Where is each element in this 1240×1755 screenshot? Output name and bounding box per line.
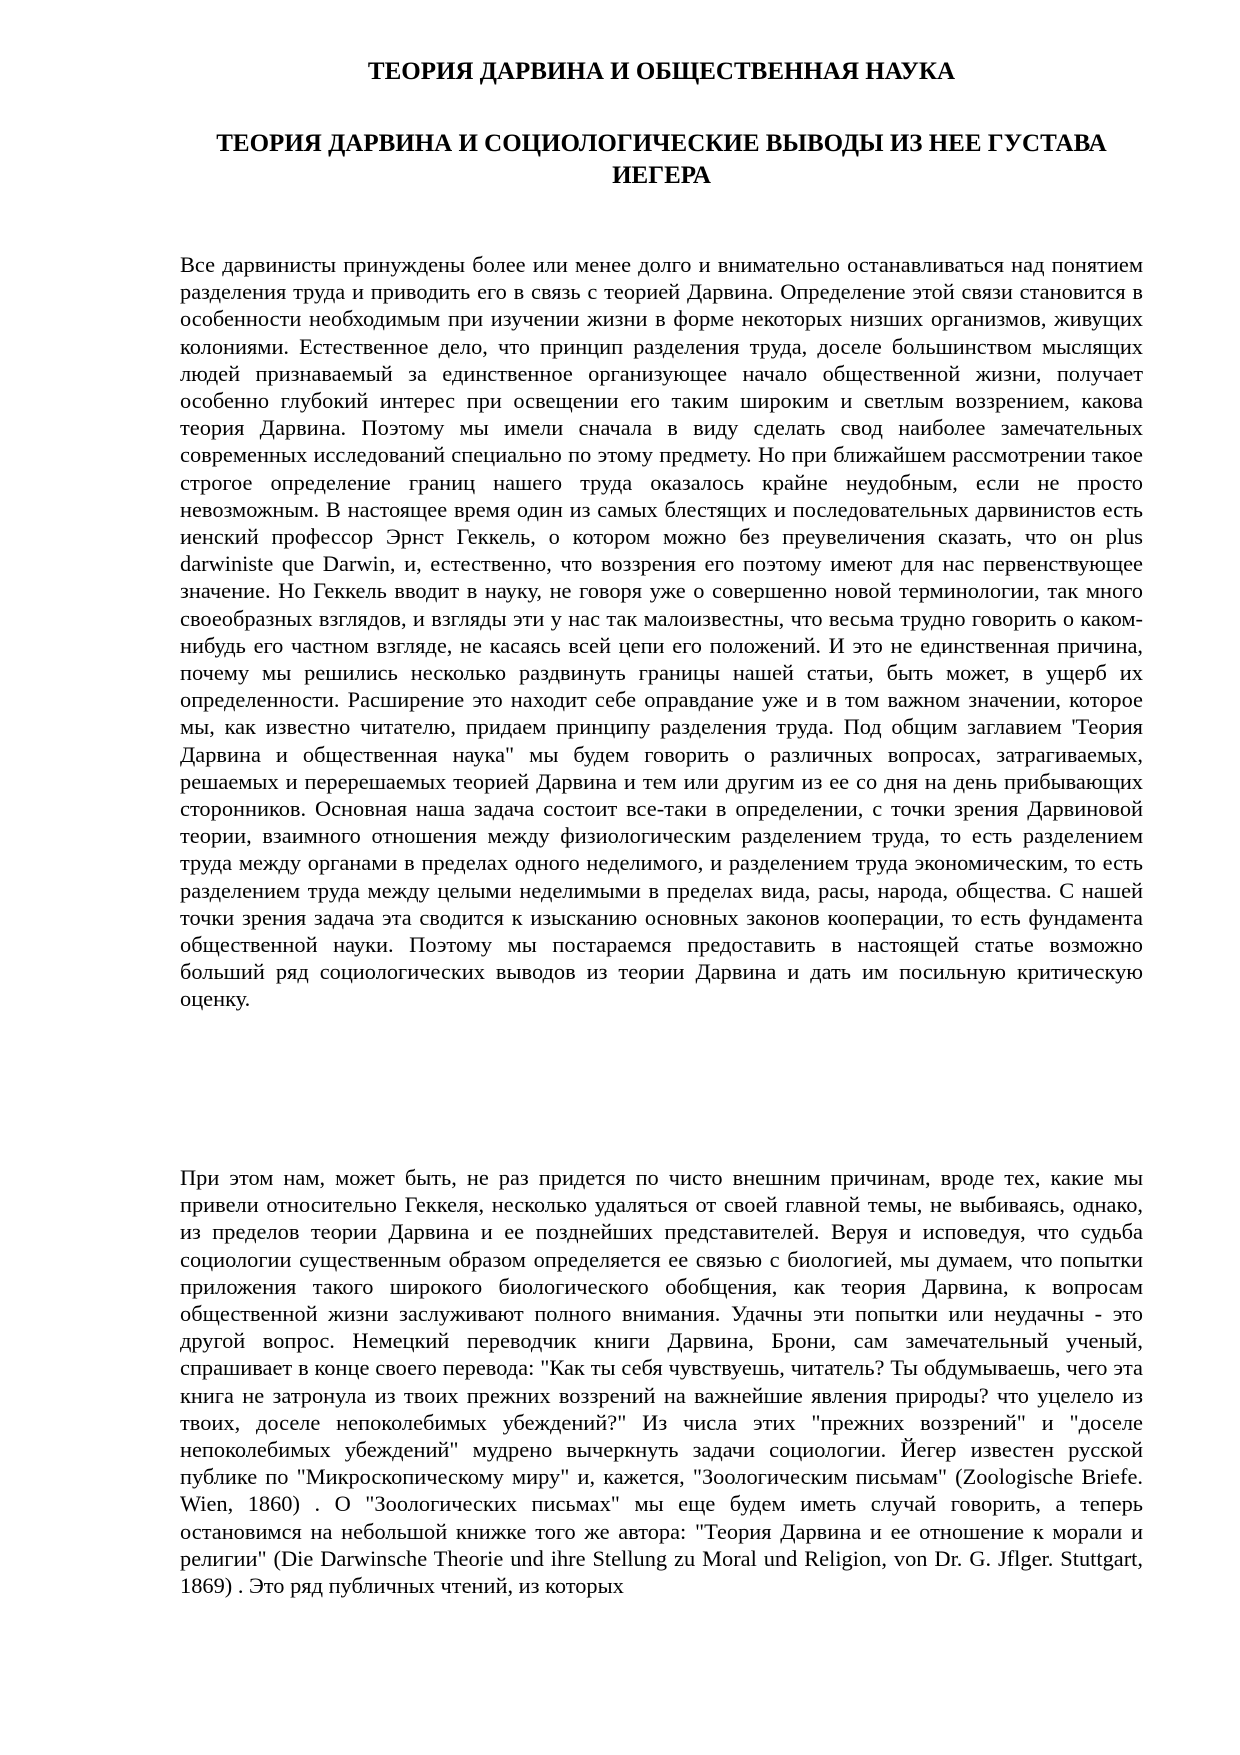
document-subtitle: ТЕОРИЯ ДАРВИНА И СОЦИОЛОГИЧЕСКИЕ ВЫВОДЫ ИЗ НЕЕ ГУСТАВА ИЕГЕРА [216, 130, 1107, 189]
paragraph-2: При этом нам, может быть, не раз придется по чисто внешним причинам, вроде тех, какие мы привели относительно Геккеля, несколько удаляться от своей главной темы, не выбиваясь, однако, из пределов теории Дарвина и ее позднейших представителей. Веруя и исповедуя, что судьба социологии существенным образом определяется ее связью с биологией, мы думаем, что попытки приложения такого широкого биологического обобщения, как теория Дарвина, к вопросам общественной жизни заслуживают полного внимания. Удачны эти попытки или неудачны - это другой вопрос. Немецкий переводчик книги Дарвина, Брони, сам замечательный ученый, спрашивает в конце своего перевода: "Как ты себя чувствуешь, читатель? Ты обдумываешь, чего эта книга не затронула из твоих прежних воззрений на важнейшие явления природы? что уцелело из твоих, доселе непоколебимых убеждений?" Из числа этих "прежних воззрений" и "доселе непоколебимых убеждений" мудрено вычеркнуть задачи социологии. Йегер известен русской публике по "Микроскопическому миру" и, кажется, "Зоологическим письмам" (Zoologische Briefe. Wien, 1860) . О "Зоологических письмах" мы еще будем иметь случай говорить, а теперь остановимся на небольшой книжке того же автора: "Теория Дарвина и ее отношение к морали и религии" (Die Darwinsche Theorie und ihre Stellung zu Moral und Religion, von Dr. G. Jflger. Stuttgart, 1869) . Это ряд публичных чтений, из которых [180, 1165, 1143, 1599]
paragraph-1: Все дарвинисты принуждены более или менее долго и внимательно останавливаться над понятием разделения труда и приводить его в связь с теорией Дарвина. Определение этой связи становится в особенности необходимым при изучении жизни в форме некоторых низших организмов, живущих колониями. Естественное дело, что принцип разделения труда, доселе большинством мыслящих людей признаваемый за единственное организующее начало общественной жизни, получает особенно глубокий интерес при освещении его таким широким и светлым воззрением, какова теория Дарвина. Поэтому мы имели сначала в виду сделать свод наиболее замечательных современных исследований специально по этому предмету. Но при ближайшем рассмотрении такое строгое определение границ нашего труда оказалось крайне неудобным, если не просто невозможным. В настоящее время один из самых блестящих и последовательных дарвинистов есть иенский профессор Эрнст Геккель, о котором можно без преувеличения сказать, что он plus darwiniste que Darwin, и, естественно, что воззрения его поэтому имеют для нас первенствующее значение. Но Геккель вводит в науку, не говоря уже о совершенно новой терминологии, так много своеобразных взглядов, и взгляды эти у нас так малоизвестны, что весьма трудно говорить о каком-нибудь его частном взгляде, не касаясь всей цепи его положений. И это не единственная причина, почему мы решились несколько раздвинуть границы нашей статьи, быть может, в ущерб их определенности. Расширение это находит себе оправдание уже и в том важном значении, которое мы, как известно читателю, придаем принципу разделения труда. Под общим заглавием 'Теория Дарвина и общественная наука" мы будем говорить о различных вопросах, затрагиваемых, решаемых и перерешаемых теорией Дарвина и тем или другим из ее со дня на день прибывающих сторонников. Основная наша задача состоит все-таки в определении, с точки зрения Дарвиновой теории, взаимного отношения между физиологическим разделением труда, то есть разделением труда между органами в пределах одного неделимого, и разделением труда экономическим, то есть разделением труда между целыми неделимыми в пределах вида, расы, народа, общества. С нашей точки зрения задача эта сводится к изысканию основных законов кооперации, то есть фундамента общественной науки. Поэтому мы постараемся предоставить в настоящей статье возможно больший ряд социологических выводов из теории Дарвина и дать им посильную критическую оценку. [180, 252, 1143, 1012]
document-title: ТЕОРИЯ ДАРВИНА И ОБЩЕСТВЕННАЯ НАУКА [367, 58, 956, 85]
